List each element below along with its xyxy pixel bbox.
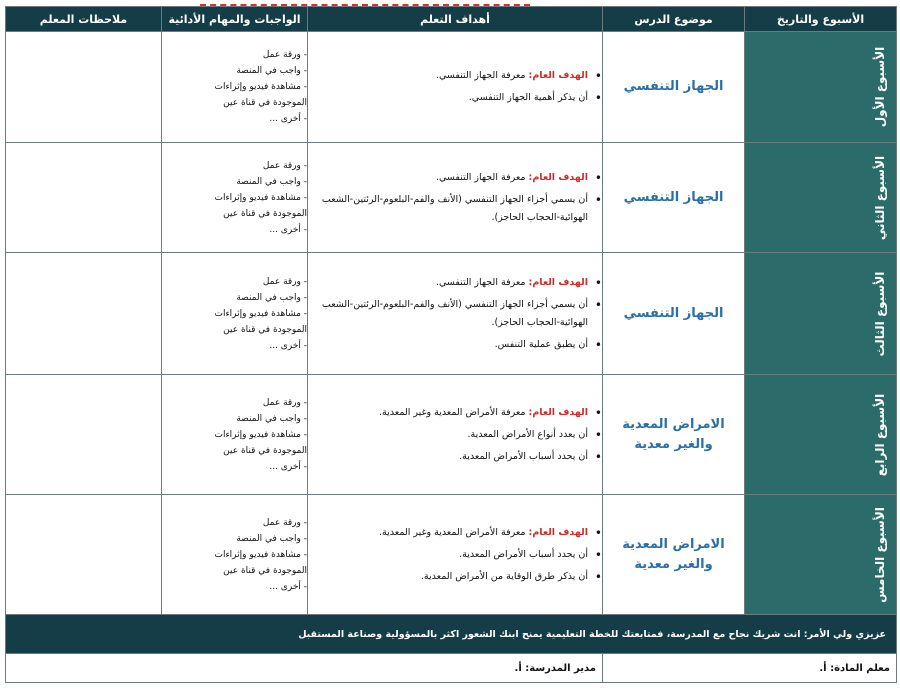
goal-item	[308, 404, 588, 422]
week-label: الأسبوع الثاني	[873, 155, 887, 240]
lesson-plan-table	[5, 6, 897, 683]
objective-item: • أن يذكر أهمية الجهاز التنفسي.	[308, 89, 588, 107]
table-row	[6, 143, 897, 253]
goal-item	[308, 67, 588, 85]
task-item: - أخرى ...	[269, 581, 307, 592]
tasks-cell	[162, 495, 308, 615]
task-item: الموجودة في قناة عين	[223, 98, 307, 108]
notes-cell	[6, 495, 162, 615]
week-cell	[745, 253, 897, 375]
goal-text: معرفة الجهاز التنفسي.	[435, 171, 529, 183]
objective-item: • أن يعدد أنواع الأمراض المعدية.	[308, 426, 588, 444]
header-goals: أهداف التعلم	[308, 7, 603, 32]
table-row	[6, 253, 897, 375]
goal-text: معرفة الجهاز التنفسي.	[435, 70, 529, 81]
task-item: - أخرى ...	[269, 224, 307, 235]
task-item: - مشاهدة فيديو وإثراءات	[214, 429, 307, 440]
goals-cell	[308, 143, 603, 253]
task-item: الموجودة في قناة عين	[223, 445, 307, 456]
table-row	[6, 495, 897, 615]
topic-cell: الامراض المعدية والغير معدية	[603, 495, 745, 615]
task-item: - مشاهدة فيديو وإثراءات	[214, 549, 307, 560]
task-item: - أخرى ...	[269, 461, 307, 472]
goal-text: معرفة الأمراض المعدية وغير المعدية.	[379, 406, 529, 418]
parent-banner-row	[6, 615, 897, 654]
objective-item: • أن يذكر طرق الوقاية من الأمراض المعدية.	[308, 568, 588, 586]
objective-item: • أن يطبق عملية التنفس.	[308, 336, 588, 354]
week-cell	[745, 32, 897, 143]
goal-item	[308, 524, 588, 542]
task-item: - واجب في المنصة	[236, 66, 307, 76]
teacher-signature: معلم المادة: أ.	[603, 654, 897, 683]
goal-prefix: الهدف العام:	[528, 171, 588, 183]
header-notes: ملاحظات المعلم	[6, 7, 162, 32]
objective-item: • أن يسمي أجزاء الجهاز التنفسي (الأنف والفم-البلعوم-الرئتين-الشعب الهوائية-الحجاب الحاجز).	[308, 191, 588, 227]
task-item: - واجب في المنصة	[236, 176, 307, 187]
objective-item: • أن يحدد أسباب الأمراض المعدية.	[308, 448, 588, 466]
week-cell	[745, 143, 897, 253]
notes-cell	[6, 143, 162, 253]
task-item: - ورقة عمل	[262, 397, 307, 408]
objective-item: • أن يسمي أجزاء الجهاز التنفسي (الأنف والفم-البلعوم-الرئتين-الشعب الهوائية-الحجاب الحاجز).	[308, 296, 588, 332]
week-cell	[745, 495, 897, 615]
goal-item	[308, 274, 588, 292]
tasks-cell	[162, 32, 308, 143]
tasks-cell	[162, 375, 308, 495]
task-item: - واجب في المنصة	[236, 533, 307, 544]
goal-prefix: الهدف العام:	[528, 276, 588, 288]
table-row	[6, 32, 897, 143]
header-tasks: الواجبات والمهام الأدائية	[162, 7, 308, 32]
header-topic: موضوع الدرس	[603, 7, 745, 32]
footer-row	[6, 654, 897, 683]
goal-text: معرفة الجهاز التنفسي.	[435, 276, 529, 288]
task-item: الموجودة في قناة عين	[223, 208, 307, 219]
notes-cell	[6, 32, 162, 143]
topic-cell: الجهاز التنفسي	[603, 32, 745, 143]
task-item: - واجب في المنصة	[236, 292, 307, 303]
parent-banner: عزيزي ولي الأمر: انت شريك نجاح مع المدرسة، فمتابعتك للخطة التعليمية يمنح ابنك الشعور اكثر بالمسؤولية وصناعة المستقبل	[6, 615, 897, 654]
task-item: - ورقة عمل	[262, 517, 307, 528]
notes-cell	[6, 253, 162, 375]
topic-cell: الجهاز التنفسي	[603, 143, 745, 253]
goals-cell	[308, 375, 603, 495]
header-row	[6, 7, 897, 32]
task-item: - مشاهدة فيديو وإثراءات	[214, 308, 307, 319]
topic-cell: الامراض المعدية والغير معدية	[603, 375, 745, 495]
goal-item	[308, 169, 588, 187]
principal-signature: مدير المدرسة: أ.	[6, 654, 603, 683]
task-item: - واجب في المنصة	[236, 413, 307, 424]
week-label: الأسبوع الخامس	[873, 506, 887, 603]
objective-item: • أن يحدد أسباب الأمراض المعدية.	[308, 546, 588, 564]
notes-cell	[6, 375, 162, 495]
goal-text: معرفة الأمراض المعدية وغير المعدية.	[379, 526, 529, 538]
topic-cell: الجهاز التنفسي	[603, 253, 745, 375]
task-item: - ورقة عمل	[262, 50, 307, 60]
goal-prefix: الهدف العام:	[528, 526, 588, 538]
week-cell	[745, 375, 897, 495]
task-item: الموجودة في قناة عين	[223, 324, 307, 335]
week-label: الأسبوع الأول	[873, 46, 887, 128]
tasks-cell	[162, 253, 308, 375]
task-item: الموجودة في قناة عين	[223, 565, 307, 576]
goals-cell	[308, 495, 603, 615]
week-label: الأسبوع الرابع	[873, 393, 887, 476]
goal-prefix: الهدف العام:	[528, 406, 588, 418]
goals-cell	[308, 32, 603, 143]
task-item: - مشاهدة فيديو وإثراءات	[214, 82, 307, 92]
tasks-cell	[162, 143, 308, 253]
week-label: الأسبوع الثالث	[873, 271, 887, 356]
goals-cell	[308, 253, 603, 375]
goal-prefix: الهدف العام:	[528, 70, 588, 81]
header-week: الأسبوع والتاريخ	[745, 7, 897, 32]
table-row	[6, 375, 897, 495]
task-item: - ورقة عمل	[262, 276, 307, 287]
task-item: - أخرى ...	[269, 340, 307, 351]
task-item: - ورقة عمل	[262, 160, 307, 171]
task-item: - أخرى ...	[269, 114, 307, 124]
task-item: - مشاهدة فيديو وإثراءات	[214, 192, 307, 203]
